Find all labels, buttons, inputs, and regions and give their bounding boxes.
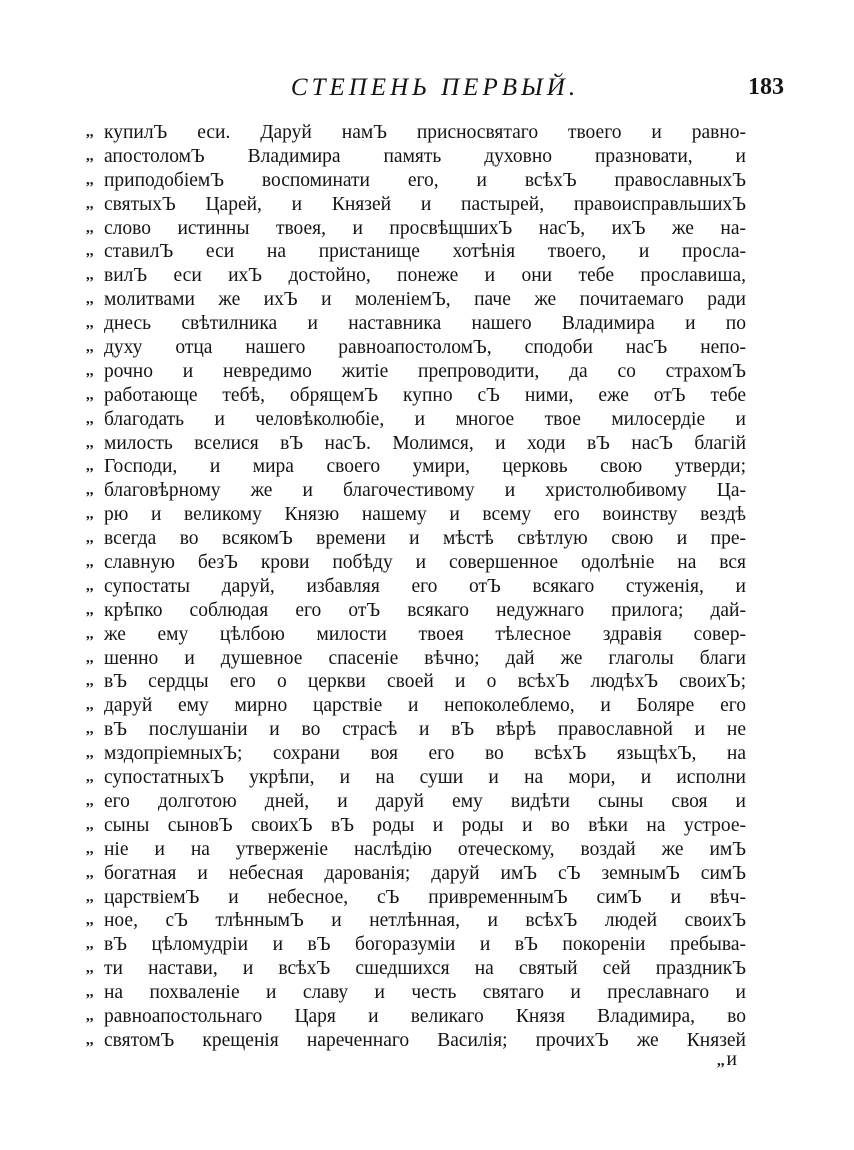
text-line (86, 670, 746, 694)
text-line (86, 432, 746, 456)
line-text: ніе и на утверженіе наслѣдію отеческому, воздай же имЪ (104, 838, 746, 860)
line-text: ное, сЪ тлѣннымЪ и нетлѣнная, и всѣхЪ людей своихЪ (104, 910, 746, 932)
text-line (86, 479, 746, 503)
quote-mark: ,, (86, 195, 94, 212)
line-text: молитвами же ихЪ и моленіемЪ, паче же почитаемаго ради (104, 289, 746, 311)
line-text: ставилЪ еси на пристанище хотѣнія твоего, и просла- (104, 241, 746, 263)
text-line (86, 718, 746, 742)
line-text: купилЪ еси. Даруй намЪ присносвятаго твоего и равно- (104, 122, 746, 143)
quote-mark: ,, (86, 816, 94, 833)
line-text: богатная и небесная дарованія; даруй имЪ сЪ земнымЪ симЪ (104, 862, 746, 884)
line-text: вЪ цѣломудріи и вЪ богоразуміи и вЪ покореніи пребыва- (104, 934, 746, 956)
quote-mark: ,, (86, 984, 94, 1001)
line-text: святыхЪ Царей, и Князей и пастырей, правоисправльшихЪ (104, 193, 746, 215)
line-text: шенно и душевное спасеніе вѣчно; дай же глаголы благи (104, 647, 746, 669)
catchword-text: и (726, 1049, 737, 1070)
quote-mark: ,, (86, 697, 94, 714)
line-text: приподобіемЪ воспоминати его, и всѣхЪ православныхЪ (104, 169, 746, 191)
text-line (86, 886, 746, 910)
line-text: духу отца нашего равноапостоломЪ, сподоби насЪ непо- (104, 337, 746, 359)
quote-mark: ,, (86, 506, 94, 523)
line-text: всегда во всякомЪ времени и мѣстѣ свѣтлую свою и пре- (104, 528, 746, 550)
line-text: царствіемЪ и небесное, сЪ привременнымЪ симЪ и вѣч- (104, 886, 746, 908)
quote-mark: ,, (86, 601, 94, 618)
text-line (86, 1005, 746, 1029)
text-line (86, 647, 746, 671)
quote-mark: ,, (86, 458, 94, 475)
text-line (86, 384, 746, 408)
line-text: же ему цѣлбою милости твоея тѣлесное здравія совер- (104, 623, 746, 645)
line-text: слово истинны твоея, и просвѣщшихЪ насЪ, ихЪ же на- (104, 217, 746, 239)
quote-mark: ,, (86, 792, 94, 809)
quote-mark: ,, (86, 745, 94, 762)
quote-mark: ,, (86, 840, 94, 857)
quote-mark: ,, (86, 171, 94, 188)
quote-mark: ,, (86, 147, 94, 164)
line-text: благовѣрному же и благочестивому и христолюбивому Ца- (104, 480, 746, 502)
text-line (86, 623, 746, 647)
line-text: Господи, и мира своего умири, церковь свою утверди; (104, 456, 746, 478)
quote-mark: ,, (86, 1031, 94, 1048)
quote-mark: ,, (86, 482, 94, 499)
text-line (86, 694, 746, 718)
text-line (86, 790, 746, 814)
text-line (86, 121, 746, 145)
quote-mark: ,, (86, 530, 94, 547)
text-line (86, 193, 746, 217)
line-text: рочно и невредимо житіе препроводити, да со страхомЪ (104, 360, 746, 382)
quote-mark: ,, (86, 243, 94, 260)
line-text: рю и великому Князю нашему и всему его воинству вездѣ (104, 504, 746, 526)
line-text: сыны сыновЪ своихЪ вЪ роды и роды и во вѣки на устрое- (104, 814, 746, 836)
quote-mark: ,, (86, 769, 94, 786)
line-text: на похваленіе и славу и честь святаго и преславнаго и (104, 982, 746, 1004)
quote-mark: ,, (86, 960, 94, 977)
quote-mark: ,, (86, 649, 94, 666)
line-text: святомЪ крещенія нареченнаго Василія; прочихЪ же Князей (104, 1029, 746, 1051)
line-text: даруй ему мирно царствіе и непоколеблемо, и Боляре его (104, 695, 746, 717)
line-text: супостаты даруй, избавляя его отЪ всякаго стуженія, и (104, 575, 746, 597)
text-line (86, 145, 746, 169)
text-line (86, 288, 746, 312)
quote-mark: ,, (86, 673, 94, 690)
line-text: супостатныхЪ укрѣпи, и на суши и на мори, и исполни (104, 767, 746, 789)
quote-mark: ,, (86, 912, 94, 929)
text-line (86, 766, 746, 790)
quote-mark: ,, (86, 936, 94, 953)
quote-mark: ,, (86, 434, 94, 451)
catchword (717, 1049, 737, 1071)
line-text: его долготою дней, и даруй ему видѣти сыны своя и (104, 790, 746, 812)
quote-mark: ,, (86, 219, 94, 236)
quote-mark: ,, (86, 291, 94, 308)
text-line (86, 503, 746, 527)
quote-mark: ,, (86, 339, 94, 356)
quote-mark: ,, (86, 625, 94, 642)
text-line (86, 408, 746, 432)
line-text: днесь свѣтилника и наставника нашего Владимира и по (104, 313, 746, 335)
text-line (86, 599, 746, 623)
text-line (86, 838, 746, 862)
text-line (86, 240, 746, 264)
quote-mark: ,, (86, 888, 94, 905)
text-line (86, 957, 746, 981)
line-text: мздопріемныхЪ; сохрани воя его во всѣхЪ язьщѣхЪ, на (104, 743, 746, 765)
text-line (86, 814, 746, 838)
text-line (86, 264, 746, 288)
text-line (86, 551, 746, 575)
text-line (86, 1029, 746, 1053)
quote-mark: ,, (86, 267, 94, 284)
quote-mark: ,, (86, 362, 94, 379)
text-line (86, 909, 746, 933)
line-text: милость вселися вЪ насЪ. Молимся, и ходи вЪ насЪ благій (104, 432, 746, 454)
quote-mark: ,, (86, 386, 94, 403)
line-text: апостоломЪ Владимира память духовно празновати, и (104, 145, 746, 167)
line-text: вЪ послушаніи и во страсѣ и вЪ вѣрѣ православной и не (104, 719, 746, 741)
quote-mark: ,, (86, 864, 94, 881)
line-text: ти настави, и всѣхЪ сшедшихся на святый сей праздникЪ (104, 958, 746, 980)
line-text: крѣпко соблюдая его отЪ всякаго недужнаго прилога; дай- (104, 599, 746, 621)
text-line (86, 360, 746, 384)
quote-mark: ,, (86, 315, 94, 332)
quote-mark: ,, (86, 721, 94, 738)
line-text: вЪ сердцы его о церкви своей и о всѣхЪ людѣхЪ своихЪ; (104, 671, 746, 693)
text-line (86, 169, 746, 193)
line-text: славную безЪ крови побѣду и совершенное одолѣніе на вся (104, 552, 746, 574)
text-line (86, 933, 746, 957)
page-title: СТЕПЕНЬ ПЕРВЫЙ. (290, 74, 580, 101)
quote-mark: ,, (86, 577, 94, 594)
text-line (86, 742, 746, 766)
line-text: работающе тебѣ, обрящемЪ купно сЪ ними, еже отЪ тебе (104, 384, 746, 406)
quote-mark: ,, (86, 124, 94, 140)
text-line (86, 981, 746, 1005)
text-line (86, 527, 746, 551)
page-number: 183 (748, 74, 784, 100)
running-header (0, 74, 854, 108)
line-text: вилЪ еси ихЪ достойно, понеже и они тебе прославиша, (104, 265, 746, 287)
text-line (86, 862, 746, 886)
text-line (86, 217, 746, 241)
text-line (86, 336, 746, 360)
text-line (86, 312, 746, 336)
text-line (86, 455, 746, 479)
text-body (86, 121, 746, 1053)
quote-mark: ,, (86, 410, 94, 427)
text-line (86, 575, 746, 599)
line-text: равноапостольнаго Царя и великаго Князя Владимира, во (104, 1005, 746, 1027)
quote-mark: ,, (86, 1007, 94, 1024)
quote-mark: ,, (717, 1053, 725, 1069)
line-text: благодать и человѣколюбіе, и многое твое милосердіе и (104, 408, 746, 430)
quote-mark: ,, (86, 554, 94, 571)
